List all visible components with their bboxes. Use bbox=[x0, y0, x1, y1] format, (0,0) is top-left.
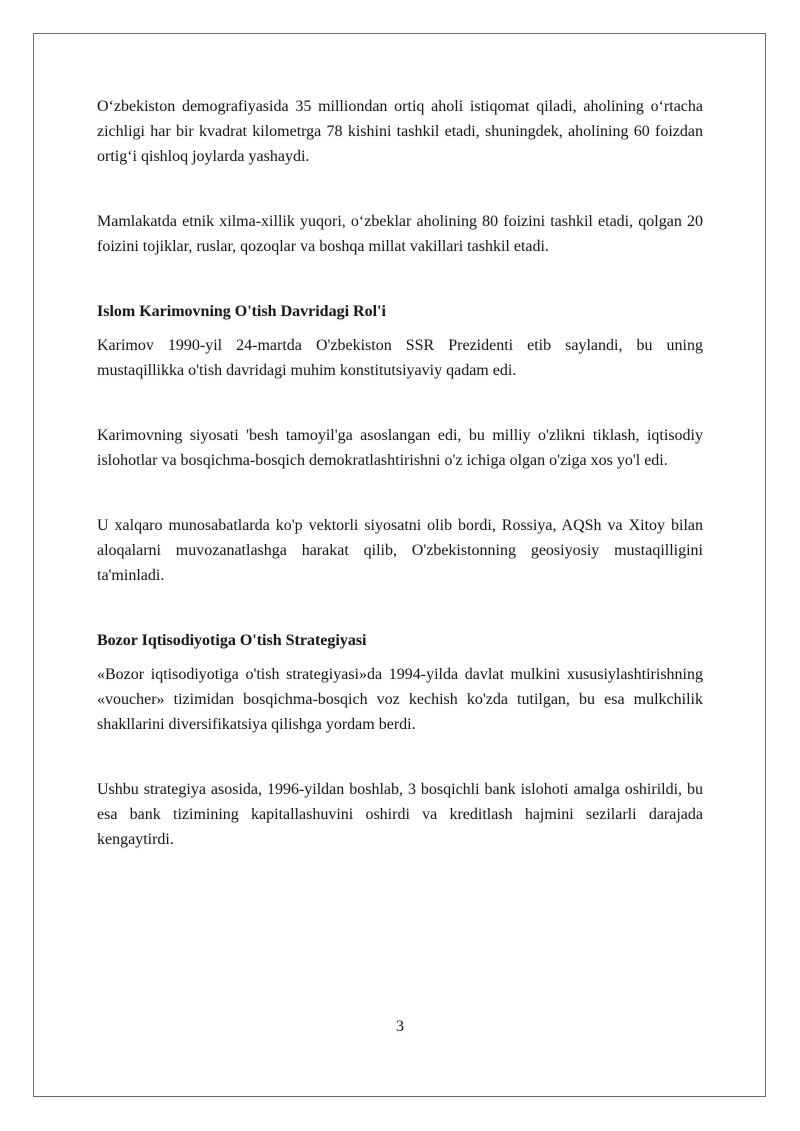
paragraph-foreign-policy: U xalqaro munosabatlarda ko'p vektorli siyosatni olib bordi, Rossiya, AQSh va Xitoy bilan aloqalarni muvozanatlashga harakat qilib, O'zbekistonning geosiyosiy mustaqilligini ta'minladi. bbox=[97, 517, 703, 584]
paragraph-demography: O‘zbekiston demografiyasida 35 milliondan ortiq aholi istiqomat qiladi, aholining o‘rtacha zichligi har bir kvadrat kilometrga 78 kishini tashkil etadi, shuningdek, aholining 60 foizdan ortig‘i qishloq joylarda yashaydi. bbox=[97, 98, 703, 165]
section-heading-karimov: Islom Karimovning O'tish Davridagi Rol'i bbox=[97, 303, 386, 320]
section-heading-market-economy: Bozor Iqtisodiyotiga O'tish Strategiyasi bbox=[97, 632, 367, 649]
paragraph-privatization: «Bozor iqtisodiyotiga o'tish strategiyasi»da 1994-yilda davlat mulkini xususiylashtirishning «voucher» tizimidan bosqichma-bosqich voz kechish ko'zda tutilgan, bu esa mulkchilik shakllarini diversifikatsiya qilishga yordam berdi. bbox=[97, 666, 703, 733]
document-body bbox=[97, 94, 703, 852]
paragraph-five-principles: Karimovning siyosati 'besh tamoyil'ga asoslangan edi, bu milliy o'zlikni tiklash, iqtisodiy islohotlar va bosqichma-bosqich demokratlashtirishni o'z ichiga olgan o'ziga xos yo'l edi. bbox=[97, 427, 703, 469]
paragraph-karimov-election: Karimov 1990-yil 24-martda O'zbekiston SSR Prezidenti etib saylandi, bu uning mustaqillikka o'tish davridagi muhim konstitutsiyaviy qadam edi. bbox=[97, 337, 703, 379]
paragraph-bank-reform: Ushbu strategiya asosida, 1996-yildan boshlab, 3 bosqichli bank islohoti amalga oshirildi, bu esa bank tizimining kapitallashuvini oshirdi va kreditlash hajmini sezilarli darajada kengaytirdi. bbox=[97, 781, 703, 848]
page-number: 3 bbox=[396, 1018, 404, 1035]
paragraph-ethnic-diversity: Mamlakatda etnik xilma-xillik yuqori, o‘zbeklar aholining 80 foizini tashkil etadi, qolgan 20 foizini tojiklar, ruslar, qozoqlar va boshqa millat vakillari tashkil etadi. bbox=[97, 213, 703, 255]
